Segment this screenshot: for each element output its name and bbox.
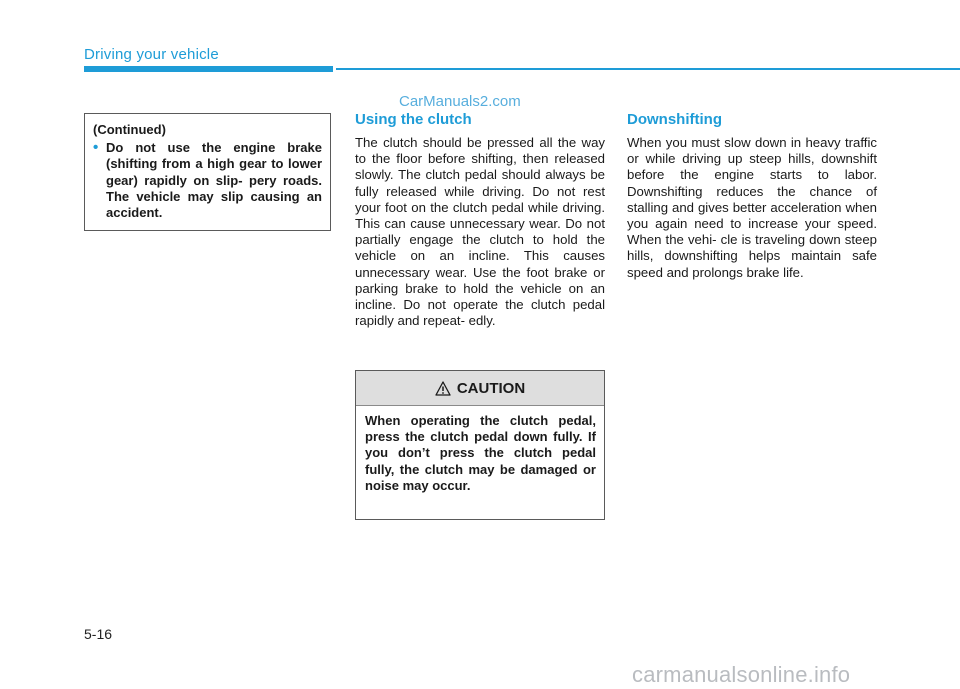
warning-item-text: Do not use the engine brake (shifting from a high gear to lower gear) rapidly on slip- pery roads. The vehicle may slip causing an accident. xyxy=(106,140,322,221)
caution-body: When operating the clutch pedal, press the clutch pedal down fully. If you don’t press the clutch pedal fully, the clutch may be damaged or noise may occur. xyxy=(365,413,596,493)
warning-triangle-icon xyxy=(435,381,451,396)
header-accent-bar xyxy=(84,66,333,72)
section-title: Driving your vehicle xyxy=(84,46,219,63)
page-number: 5-16 xyxy=(84,626,113,642)
warning-item xyxy=(93,140,322,221)
caution-title: CAUTION xyxy=(456,379,526,397)
downshifting-body: When you must slow down in heavy traffic or while driving up steep hills, downshift before the engine starts to labor. Downshifting reduces the chance of stalling and gives better acceleration when you again need to increase your speed. When the vehi- cle is traveling down steep hills, downshifting helps maintain safe speed and prolongs brake life. xyxy=(627,135,877,280)
warning-list xyxy=(93,140,322,221)
downshifting-heading: Downshifting xyxy=(627,111,722,128)
warning-heading: (Continued) xyxy=(93,122,166,137)
header-rule xyxy=(336,68,960,70)
caution-box xyxy=(355,370,605,520)
bullet-icon: • xyxy=(93,139,99,157)
caution-header xyxy=(356,371,604,406)
clutch-heading: Using the clutch xyxy=(355,111,472,128)
clutch-body: The clutch should be pressed all the way to the floor before shifting, then released slowly. The clutch pedal should always be fully released while driving. Do not rest your foot on the clutch pedal while driving. This can cause unnecessary wear. Do not partially engage the clutch to hold the vehicle on an incline. This causes unnecessary wear. Use the foot brake or parking brake to hold the vehicle on an incline. Do not operate the clutch pedal rapidly and repeat- edly. xyxy=(355,135,605,329)
warning-continued-box xyxy=(84,113,331,231)
watermark-top: CarManuals2.com xyxy=(399,93,521,110)
watermark-bottom: carmanualsonline.info xyxy=(632,662,851,687)
